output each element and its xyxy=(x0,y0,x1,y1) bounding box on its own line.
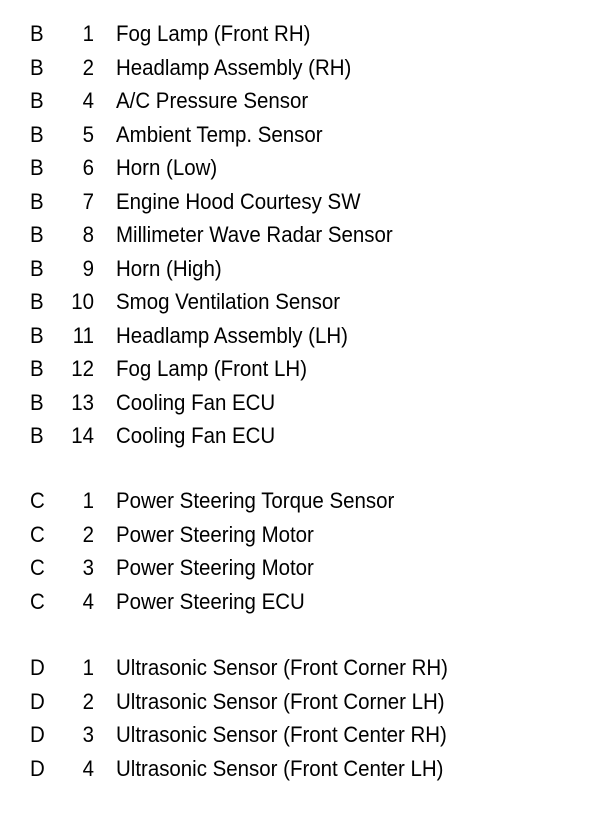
connector-code: B xyxy=(30,322,44,348)
connector-code: B xyxy=(30,88,44,113)
component-name: Power Steering Torque Sensor xyxy=(116,488,395,513)
connector-code: C xyxy=(30,488,45,513)
table-row xyxy=(0,252,608,286)
connector-group-c xyxy=(0,484,608,618)
pin-number: 5 xyxy=(82,121,94,147)
component-name: Horn (Low) xyxy=(116,155,218,180)
component-name: Millimeter Wave Radar Sensor xyxy=(116,222,393,247)
connector-code: B xyxy=(30,389,44,415)
table-row xyxy=(0,518,608,552)
component-name: Power Steering Motor xyxy=(116,521,314,547)
table-row xyxy=(0,151,608,185)
pin-number: 1 xyxy=(82,488,94,513)
table-row xyxy=(0,218,608,252)
table-row xyxy=(0,685,608,719)
table-row xyxy=(0,51,608,85)
connector-code: B xyxy=(30,54,44,80)
connector-code: C xyxy=(30,555,45,580)
pin-number: 10 xyxy=(71,289,94,314)
table-row xyxy=(0,484,608,518)
pin-number: 2 xyxy=(82,521,94,547)
table-row xyxy=(0,718,608,752)
component-name: Fog Lamp (Front LH) xyxy=(116,356,308,381)
connector-code: B xyxy=(30,21,44,46)
pin-number: 14 xyxy=(71,423,94,448)
connector-code: B xyxy=(30,155,44,180)
table-row xyxy=(0,386,608,420)
pin-number: 4 xyxy=(82,88,94,113)
connector-code: D xyxy=(30,688,45,714)
component-name: Headlamp Assembly (RH) xyxy=(116,54,352,80)
component-name: A/C Pressure Sensor xyxy=(116,88,309,113)
component-name: Ambient Temp. Sensor xyxy=(116,121,323,147)
connector-code: B xyxy=(30,188,44,214)
pin-number: 12 xyxy=(71,356,94,381)
table-row xyxy=(0,752,608,786)
component-name: Horn (High) xyxy=(116,255,222,281)
table-row xyxy=(0,319,608,353)
component-name: Power Steering Motor xyxy=(116,555,314,580)
component-name: Smog Ventilation Sensor xyxy=(116,289,341,314)
connector-code: B xyxy=(30,222,44,247)
component-name: Fog Lamp (Front RH) xyxy=(116,21,311,46)
table-row xyxy=(0,352,608,386)
connector-code: B xyxy=(30,423,44,448)
table-row xyxy=(0,651,608,685)
component-name: Engine Hood Courtesy SW xyxy=(116,188,361,214)
pin-number: 2 xyxy=(82,54,94,80)
connector-group-b xyxy=(0,17,608,453)
connector-code: B xyxy=(30,121,44,147)
connector-code: C xyxy=(30,521,45,547)
table-row xyxy=(0,118,608,152)
table-row xyxy=(0,84,608,118)
component-name: Cooling Fan ECU xyxy=(116,423,276,448)
component-name: Headlamp Assembly (LH) xyxy=(116,322,348,348)
pin-number: 6 xyxy=(82,155,94,180)
connector-code: C xyxy=(30,588,45,614)
connector-code: B xyxy=(30,356,44,381)
table-row xyxy=(0,419,608,453)
table-row xyxy=(0,185,608,219)
pin-number: 3 xyxy=(82,555,94,580)
connector-code: B xyxy=(30,289,44,314)
component-name: Ultrasonic Sensor (Front Corner LH) xyxy=(116,688,445,714)
table-row xyxy=(0,551,608,585)
component-name: Ultrasonic Sensor (Front Center LH) xyxy=(116,755,444,781)
component-name: Cooling Fan ECU xyxy=(116,389,276,415)
pin-number: 1 xyxy=(82,655,94,680)
pin-number: 7 xyxy=(82,188,94,214)
table-row xyxy=(0,285,608,319)
table-row xyxy=(0,17,608,51)
component-name: Ultrasonic Sensor (Front Corner RH) xyxy=(116,655,448,680)
connector-code: D xyxy=(30,755,45,781)
component-name: Ultrasonic Sensor (Front Center RH) xyxy=(116,722,447,747)
connector-code: D xyxy=(30,655,45,680)
pin-number: 13 xyxy=(71,389,94,415)
pin-number: 4 xyxy=(82,588,94,614)
pin-number: 8 xyxy=(82,222,94,247)
connector-code: B xyxy=(30,255,44,281)
pin-number: 4 xyxy=(82,755,94,781)
pin-number: 3 xyxy=(82,722,94,747)
pin-number: 2 xyxy=(82,688,94,714)
pin-number: 11 xyxy=(72,322,94,348)
pin-number: 9 xyxy=(82,255,94,281)
pin-number: 1 xyxy=(82,21,94,46)
connector-group-d xyxy=(0,651,608,785)
connector-code: D xyxy=(30,722,45,747)
component-name: Power Steering ECU xyxy=(116,588,305,614)
table-row xyxy=(0,585,608,619)
